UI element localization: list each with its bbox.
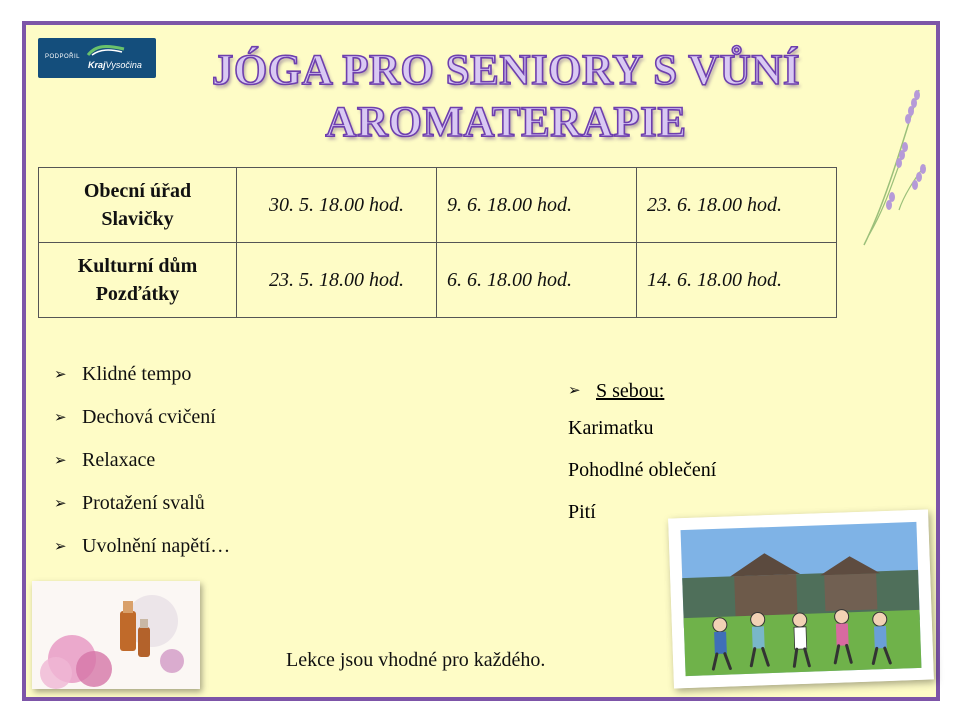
aroma-oils-photo bbox=[32, 581, 200, 689]
title-line-1: JÓGA PRO SENIORY S VŮNÍ bbox=[211, 47, 801, 94]
logo-name: KrajVysočina bbox=[88, 60, 142, 70]
logo-wave-icon bbox=[86, 43, 126, 57]
arrowhead-bullet-icon: ➢ bbox=[54, 367, 67, 383]
bring-item: Pohodlné oblečení bbox=[568, 459, 717, 481]
date-cell: 23. 5. 18.00 hod. bbox=[237, 243, 437, 318]
arrowhead-bullet-icon: ➢ bbox=[54, 539, 67, 555]
date-cell: 9. 6. 18.00 hod. bbox=[437, 168, 637, 243]
date-cell: 23. 6. 18.00 hod. bbox=[637, 168, 837, 243]
arrowhead-bullet-icon: ➢ bbox=[54, 410, 67, 426]
title-line-2: AROMATERAPIE bbox=[325, 99, 687, 146]
list-item: ➢ Klidné tempo bbox=[54, 363, 192, 385]
table-row bbox=[39, 168, 837, 243]
schedule-table bbox=[38, 167, 837, 318]
bring-item: Karimatku bbox=[568, 417, 654, 439]
date-cell: 30. 5. 18.00 hod. bbox=[237, 168, 437, 243]
list-item: ➢ Protažení svalů bbox=[54, 492, 205, 514]
poster bbox=[22, 21, 940, 701]
footer-note: Lekce jsou vhodné pro každého. bbox=[286, 649, 546, 671]
venue-cell: Kulturní dům Pozďátky bbox=[39, 243, 237, 318]
bring-heading: ➢ S sebou: bbox=[568, 379, 665, 402]
list-item: ➢ Relaxace bbox=[54, 449, 156, 471]
arrowhead-bullet-icon: ➢ bbox=[54, 453, 67, 469]
arrowhead-bullet-icon: ➢ bbox=[54, 496, 67, 512]
logo-tag: PODPOŘIL bbox=[45, 54, 81, 60]
arrowhead-bullet-icon: ➢ bbox=[568, 383, 581, 399]
bring-along-section bbox=[568, 375, 716, 533]
venue-cell: Obecní úřad Slavičky bbox=[39, 168, 237, 243]
date-cell: 14. 6. 18.00 hod. bbox=[637, 243, 837, 318]
benefits-list bbox=[54, 363, 230, 578]
date-cell: 6. 6. 18.00 hod. bbox=[437, 243, 637, 318]
table-row bbox=[39, 243, 837, 318]
kraj-vysocina-logo bbox=[38, 38, 156, 78]
list-item: ➢ Dechová cvičení bbox=[54, 406, 216, 428]
lavender-illustration bbox=[859, 85, 929, 250]
seniors-exercise-photo bbox=[668, 510, 934, 689]
bring-item: Pití bbox=[568, 501, 596, 523]
essential-oil-bottles-image bbox=[32, 581, 200, 689]
page-title bbox=[176, 45, 836, 149]
list-item: ➢ Uvolnění napětí… bbox=[54, 535, 231, 557]
seniors-exercising-outdoors-image bbox=[668, 510, 934, 689]
